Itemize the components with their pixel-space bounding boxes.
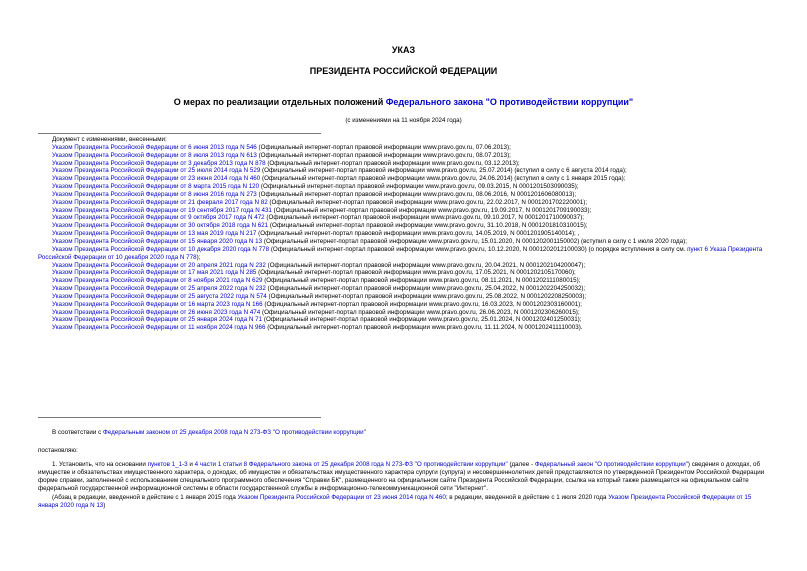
change-item (38, 316, 773, 324)
amending-decree-link[interactable]: Указом Президента Российской Федерации от 20 апреля 2021 года N 232 (52, 261, 266, 269)
amending-decree-link[interactable]: Указом Президента Российской Федерации от 17 мая 2021 года N 285 (52, 269, 257, 277)
amending-decree-link[interactable]: Указом Президента Российской Федерации от 25 января 2024 года N 71 (52, 316, 263, 324)
edition-note: (с изменениями на 11 ноября 2024 года) (345, 117, 462, 124)
entry-into-force-link[interactable]: пункт 6 Указа Президента Российской Федерации от 10 декабря 2020 года N 778 (38, 245, 763, 261)
change-item-tail: ); (196, 253, 201, 261)
change-item-source: (Официальный интернет-портал правовой информации www.pravo.gov.ru, 22.02.2017, N 0001201702220001); (267, 198, 588, 206)
preamble: В соответствии с Федеральным законом от 25 декабря 2008 года N 273-ФЗ "О противодействии коррупции" (52, 429, 366, 436)
change-item-source: (Официальный интернет-портал правовой информации www.pravo.gov.ru, 24.06.2014) (вступил в силу с 1 января 2015 года); (260, 175, 626, 183)
law-273-link[interactable]: Федеральным законом от 25 декабря 2008 года N 273-ФЗ "О противодействии коррупции" (102, 429, 366, 436)
decree-13-link[interactable]: Указом Президента Российской Федерации от 15 января 2020 года N 13 (38, 493, 752, 510)
amending-decree-link[interactable]: Указом Президента Российской Федерации от 21 февраля 2017 года N 82 (52, 198, 268, 206)
doc-title (0, 97, 807, 107)
change-item (38, 262, 773, 270)
change-item (38, 183, 773, 191)
amending-decree-link[interactable]: Указом Президента Российской Федерации от 8 марта 2015 года N 120 (52, 183, 260, 191)
change-item (38, 191, 773, 199)
change-item-source: (Официальный интернет-портал правовой информации www.pravo.gov.ru, 09.10.2017, N 0001201710090037); (264, 214, 585, 222)
change-item (38, 293, 773, 301)
change-item-source: (Официальный интернет-портал правовой информации www.pravo.gov.ru, 07.06.2013); (256, 143, 511, 151)
points-link[interactable]: пунктов 1_1-3 (147, 460, 188, 468)
amending-decree-link[interactable]: Указом Президента Российской Федерации от 9 октября 2017 года N 472 (52, 214, 265, 222)
amending-decree-link[interactable]: Указом Президента Российской Федерации от 19 сентября 2017 года N 431 (52, 206, 272, 214)
change-item (38, 246, 773, 262)
amending-decree-link[interactable]: Указом Президента Российской Федерации от 25 августа 2022 года N 574 (52, 292, 267, 300)
change-item-source: (Официальный интернет-портал правовой информации www.pravo.gov.ru, 25.07.2014) (вступил в силу с 6 августа 2014 года); (260, 167, 627, 175)
amending-decree-link[interactable]: Указом Президента Российской Федерации от 30 октября 2018 года N 621 (52, 222, 269, 230)
change-item (38, 309, 773, 317)
change-item-source: (Официальный интернет-портал правовой информации www.pravo.gov.ru, 25.08.2022, N 0001202208250003); (266, 292, 587, 300)
amending-decree-link[interactable]: Указом Президента Российской Федерации от 8 июля 2013 года N 613 (52, 151, 257, 159)
federal-law-link[interactable]: Федерального закона "О противодействии коррупции" (385, 97, 634, 107)
change-item-source: (Официальный интернет-портал правовой информации www.pravo.gov.ru, 19.09.2017, N 0001201709190033); (271, 206, 592, 214)
decree-body (38, 429, 773, 510)
change-item (38, 207, 773, 215)
change-item (38, 277, 773, 285)
amending-decree-link[interactable]: Указом Президента Российской Федерации от 8 ноября 2021 года N 629 (52, 277, 263, 285)
change-item (38, 285, 773, 293)
changes-heading: Документ с изменениями, внесенными: (52, 136, 167, 143)
decree-460-link[interactable]: Указом Президента Российской Федерации от 23 июня 2014 года N 460 (237, 493, 446, 501)
doc-issuer: ПРЕЗИДЕНТА РОССИЙСКОЙ ФЕДЕРАЦИИ (309, 66, 498, 76)
amending-decree-link[interactable]: Указом Президента Российской Федерации от 8 июня 2016 года N 273 (52, 190, 257, 198)
change-item (38, 230, 773, 238)
change-item-source: (Официальный интернет-портал правовой информации www.pravo.gov.ru, 03.12.2013); (265, 159, 520, 167)
article-8-link[interactable]: 4 части 1 статьи 8 Федерального закона от 25 декабря 2008 года N 273-ФЗ "О противодействии коррупции" (194, 460, 508, 468)
doc-type: УКАЗ (391, 45, 416, 55)
change-item-source: (Официальный интернет-портал правовой информации www.pravo.gov.ru, 25.04.2022, N 0001202204250032); (265, 285, 586, 293)
changes-list (38, 136, 773, 332)
change-item (38, 301, 773, 309)
amending-decree-link[interactable]: Указом Президента Российской Федерации от 15 января 2020 года N 13 (52, 237, 263, 245)
change-item-source: (Официальный интернет-портал правовой информации www.pravo.gov.ru, 09.03.2015, N 0001201503090035); (259, 183, 579, 191)
amending-decree-link[interactable]: Указом Президента Российской Федерации от 25 апреля 2022 года N 232 (52, 285, 266, 293)
federal-law-short-link[interactable]: Федеральный закон "О противодействии коррупции" (534, 460, 688, 468)
change-item-source: (Официальный интернет-портал правовой информации www.pravo.gov.ru, 16.03.2023, N 0001202303160001); (262, 300, 583, 308)
rule-top (38, 133, 321, 134)
edition-note-paragraph: (Абзац в редакции, введенной в действие с 1 января 2015 года Указом Президента Российской Федерации от 23 июня 2014 года N 460; в редакции, введенной в действие с 1 июля 2020 года Указом Президента Российской Федерации от 15 января 2020 года N 13) (38, 493, 752, 510)
change-item (38, 214, 773, 222)
change-item (38, 167, 773, 175)
change-item (38, 222, 773, 230)
paragraph-1: 1. Установить, что на основании пунктов 1_1-3 и 4 части 1 статьи 8 Федерального закона от 25 декабря 2008 года N 273-ФЗ "О противодействии коррупции" (далее - Федеральный закон "О противодействии коррупции") сведения о доходах, об имуществе и обязательствах имущественного характера, о доходах, об имуществе и обязательствах имущественного характера супруги (супруга) и несовершеннолетних детей представляются по утвержденной Президентом Российской Федерации форме справки, заполненной с использованием специального программного обеспечения "Справки БК", размещенного на официальном сайте Президента Российской Федерации, ссылка на который также размещается на официальном сайте федеральной государственной информационной системы в области государственной службы в информационно-телекоммуникационной сети "Интернет". (38, 460, 765, 493)
change-item-source: (Официальный интернет-портал правовой информации www.pravo.gov.ru, 08.07.2013); (256, 151, 511, 159)
amending-decree-link[interactable]: Указом Президента Российской Федерации от 16 марта 2023 года N 166 (52, 300, 263, 308)
change-item-source: (Официальный интернет-портал правовой информации www.pravo.gov.ru, 11.11.2024, N 0001202411110003). (265, 324, 583, 332)
change-item (38, 269, 773, 277)
change-item (38, 152, 773, 160)
change-item-source: (Официальный интернет-портал правовой информации www.pravo.gov.ru, 25.01.2024, N 0001202401250031); (262, 316, 582, 324)
amending-decree-link[interactable]: Указом Президента Российской Федерации от 25 июля 2014 года N 529 (52, 167, 261, 175)
change-item-source: (Официальный интернет-портал правовой информации www.pravo.gov.ru, 08.06.2016, N 0001201606080013); (256, 190, 577, 198)
change-item (38, 324, 773, 332)
change-item (38, 144, 773, 152)
change-item-source: (Официальный интернет-портал правовой информации www.pravo.gov.ru, 15.01.2020, N 0001202001150002) (вступил в силу с 1 июля 2020 года); (262, 237, 687, 245)
change-item-source: (Официальный интернет-портал правовой информации www.pravo.gov.ru, 08.11.2021, N 0001202111080015); (262, 277, 581, 285)
amending-decree-link[interactable]: Указом Президента Российской Федерации от 13 мая 2019 года N 217 (52, 230, 257, 238)
change-item-source: (Официальный интернет-портал правовой информации www.pravo.gov.ru, 26.06.2023, N 0001202306260015); (260, 308, 580, 316)
amending-decree-link[interactable]: Указом Президента Российской Федерации от 3 декабря 2013 года N 878 (52, 159, 266, 167)
rule-bottom (38, 417, 321, 418)
change-item-source: (Официальный интернет-портал правовой информации www.pravo.gov.ru, 20.04.2021, N 0001202104200047); (265, 261, 586, 269)
amending-decree-link[interactable]: Указом Президента Российской Федерации от 10 декабря 2020 года N 778 (52, 245, 270, 253)
amending-decree-link[interactable]: Указом Президента Российской Федерации от 11 ноября 2024 года N 966 (52, 324, 266, 332)
amending-decree-link[interactable]: Указом Президента Российской Федерации от 23 июня 2014 года N 460 (52, 175, 261, 183)
change-item (38, 175, 773, 183)
change-item-source: (Официальный интернет-портал правовой информации www.pravo.gov.ru, 10.12.2020, N 0001202012100030) (о порядке вступления в силу см. (269, 245, 688, 253)
change-item (38, 199, 773, 207)
amending-decree-link[interactable]: Указом Президента Российской Федерации от 6 июня 2013 года N 546 (52, 143, 257, 151)
decree-word: постановляю: (38, 447, 78, 455)
change-item-source: (Официальный интернет-портал правовой информации www.pravo.gov.ru, 31.10.2018, N 0001201810310015); (268, 222, 588, 230)
doc-title-prefix: О мерах по реализации отдельных положений (173, 97, 386, 107)
change-item (38, 238, 773, 246)
amending-decree-link[interactable]: Указом Президента Российской Федерации от 26 июня 2023 года N 474 (52, 308, 261, 316)
change-item-source: (Официальный интернет-портал правовой информации www.pravo.gov.ru, 17.05.2021, N 0001202105170060); (256, 269, 576, 277)
change-item-source: (Официальный интернет-портал правовой информации www.pravo.gov.ru, 14.05.2019, N 0001201905140014); , (256, 230, 580, 238)
change-item (38, 160, 773, 168)
